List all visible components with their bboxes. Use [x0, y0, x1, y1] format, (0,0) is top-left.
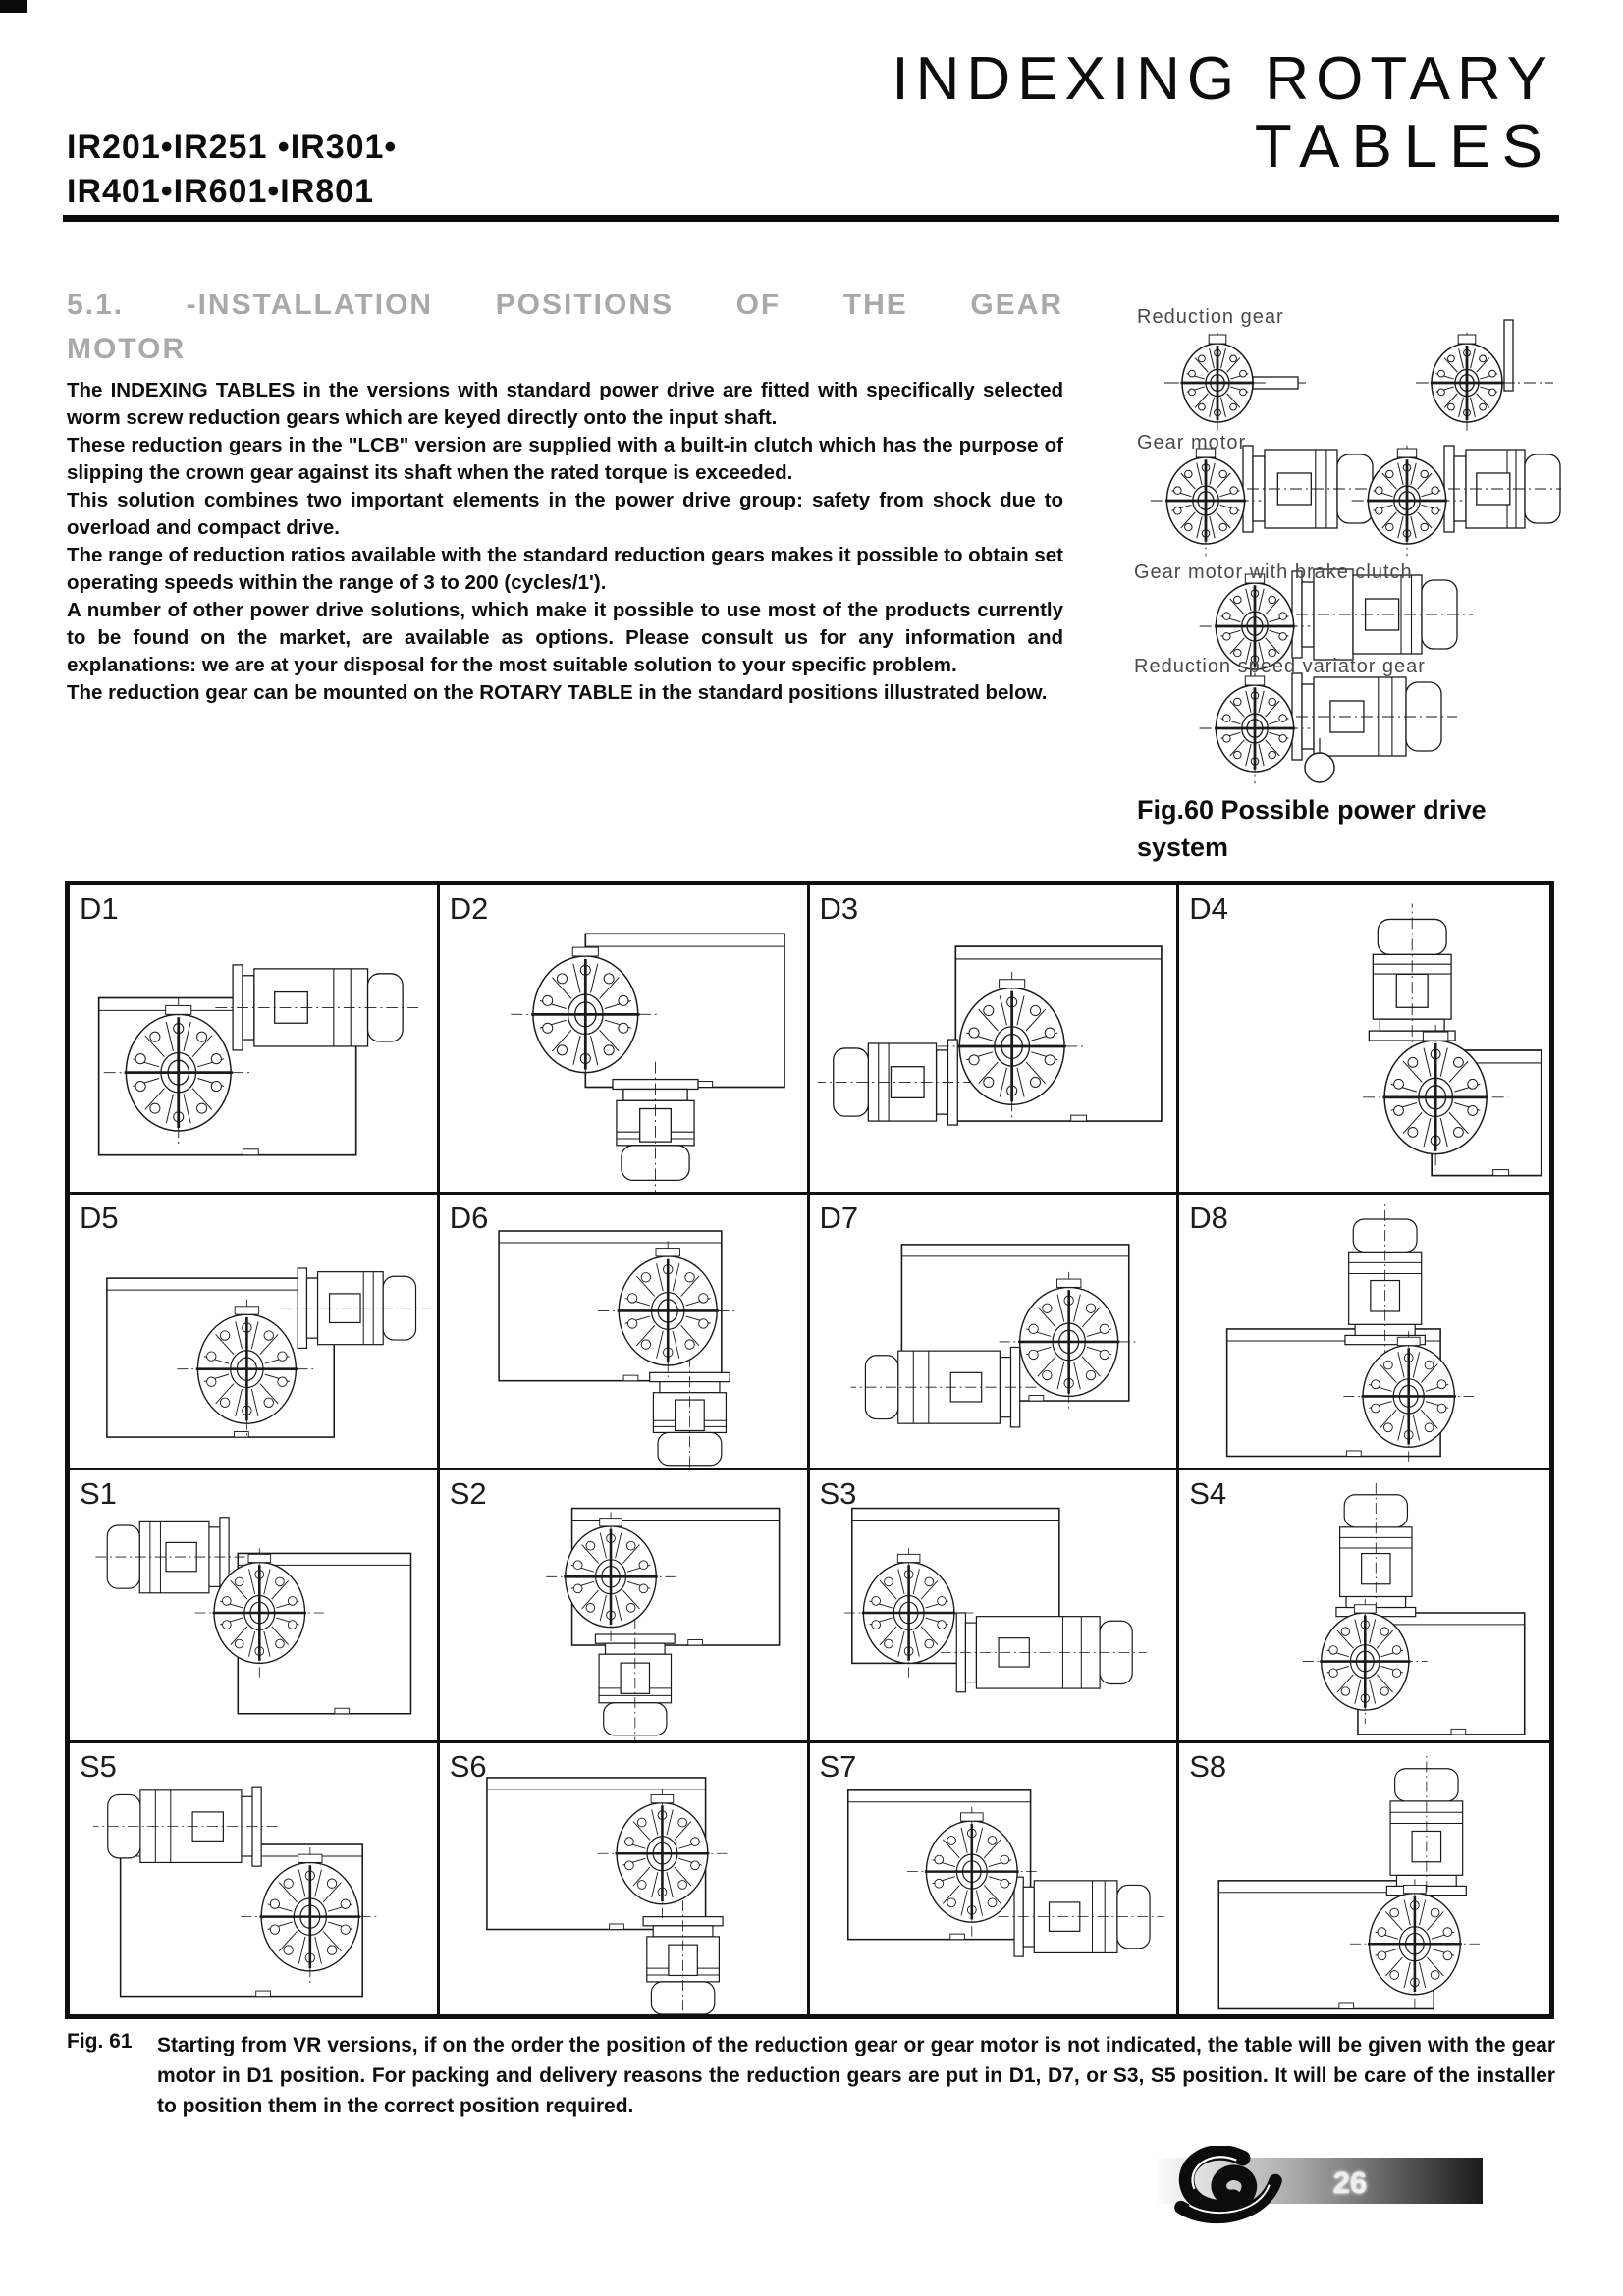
position-drawing-s3 [810, 1470, 1177, 1740]
grid-cell-s4 [1179, 1470, 1549, 1743]
grid-cell-s8 [1179, 1743, 1549, 2014]
section-heading: 5.1. -INSTALLATION POSITIONS OF THE GEAR MOTOR [67, 289, 1063, 365]
grid-cell-d2 [440, 885, 810, 1195]
header-rule [63, 215, 1559, 222]
figure60-label-gear-motor: Gear motor [1137, 432, 1247, 454]
paragraph: The reduction gear can be mounted on the ROTARY TABLE in the standard positions illustrated below. [67, 681, 1048, 704]
body-text [67, 377, 1063, 707]
position-drawing-d3 [810, 885, 1177, 1192]
cell-label: D5 [80, 1201, 119, 1236]
cell-label: S3 [819, 1475, 857, 1511]
model-list [67, 126, 397, 214]
grid-cell-d7 [810, 1195, 1180, 1470]
cell-label: S2 [449, 1475, 487, 1511]
grid-cell-s7 [810, 1743, 1180, 2014]
position-drawing-s6 [440, 1743, 807, 2014]
position-drawing-s5 [70, 1743, 437, 2014]
grid-cell-d3 [810, 885, 1180, 1195]
paragraph: These reduction gears in the "LCB" version are supplied with a built-in clutch which has the purpose of slipping the crown gear against its shaft when the rated torque is exceeded. [67, 434, 1063, 484]
figure60-caption: Fig.60 Possible power drive system [1137, 795, 1487, 862]
print-registration-mark [0, 0, 27, 13]
grid-cell-d4 [1179, 885, 1549, 1195]
cell-label: D3 [819, 891, 859, 926]
grid-cell-s1 [70, 1470, 440, 1743]
paragraph: The INDEXING TABLES in the versions with standard power drive are fitted with specifically selected worm screw reduction gears which are keyed directly onto the input shaft. [67, 379, 1063, 429]
page-number: 26 [1332, 2165, 1368, 2200]
grid-cell-d1 [70, 885, 440, 1195]
grid-cell-s2 [440, 1470, 810, 1743]
position-drawing-d1 [70, 885, 437, 1192]
position-drawing-d7 [810, 1195, 1177, 1468]
position-drawing-d6 [440, 1195, 807, 1468]
paragraph: A number of other power drive solutions, which make it possible to use most of the products currently to be found on the market, are available as options. Please consult us for any information and explanations: we are at your disposal for the most suitable solution to your specific problem. [67, 599, 1063, 676]
power-drive-drawings [1108, 294, 1561, 805]
position-drawing-s7 [810, 1743, 1177, 2014]
grid-cell-s6 [440, 1743, 810, 2014]
position-drawing-d4 [1179, 885, 1549, 1192]
figure60-label-reduction-gear: Reduction gear [1137, 306, 1284, 328]
grid-cell-d5 [70, 1195, 440, 1470]
figure61-caption: Starting from VR versions, if on the order the position of the reduction gear or gear motor is not indicated, the table will be given with the gear motor in D1 position. For packing and delivery reasons the reduction gears are put in D1, D7, or S3, S5 position. It will be care of the installer to position them in the correct position required. [157, 2034, 1555, 2117]
paragraph: The range of reduction ratios available with the standard reduction gears makes it possible to obtain set operating speeds within the range of 3 to 200 (cycles/1'). [67, 544, 1063, 594]
position-drawing-s1 [70, 1470, 437, 1740]
cell-label: S5 [80, 1748, 117, 1784]
position-drawing-s8 [1179, 1743, 1549, 2014]
grid-cell-d8 [1179, 1195, 1549, 1470]
position-drawing-d2 [440, 885, 807, 1192]
position-drawing-d5 [70, 1195, 437, 1468]
cell-label: D2 [449, 891, 489, 926]
cell-label: S6 [449, 1748, 487, 1784]
cell-label: D4 [1189, 891, 1228, 926]
figure60-panel [1108, 294, 1561, 805]
cell-label: D8 [1189, 1201, 1228, 1236]
position-drawing-d8 [1179, 1195, 1549, 1468]
cell-label: S1 [80, 1475, 117, 1511]
page-title-line2: TABLES [1254, 113, 1554, 181]
figure61-label: Fig. 61 [67, 2030, 133, 2053]
company-logo-icon [1164, 2146, 1292, 2238]
model-list-line1: IR201•IR251 •IR301• [67, 129, 398, 166]
cell-label: D6 [449, 1201, 489, 1236]
figure60-label-speed-variator: Reduction speed variator gear [1134, 656, 1426, 677]
cell-label: D1 [80, 891, 119, 926]
cell-label: S4 [1189, 1475, 1227, 1511]
figure60-label-brake-clutch: Gear motor with brake clutch [1134, 561, 1413, 583]
page-title [892, 47, 1554, 183]
cell-label: S8 [1189, 1748, 1227, 1784]
installation-positions-grid [65, 881, 1554, 2019]
grid-cell-s3 [810, 1470, 1180, 1743]
cell-label: D7 [819, 1201, 859, 1236]
paragraph: This solution combines two important elements in the power drive group: safety from shock due to overload and compact drive. [67, 489, 1063, 539]
model-list-line2: IR401•IR601•IR801 [67, 173, 374, 210]
page-title-line1: INDEXING ROTARY [892, 45, 1554, 113]
cell-label: S7 [819, 1748, 857, 1784]
position-drawing-s4 [1179, 1470, 1549, 1740]
grid-cell-s5 [70, 1743, 440, 2014]
position-drawing-s2 [440, 1470, 807, 1740]
grid-cell-d6 [440, 1195, 810, 1470]
